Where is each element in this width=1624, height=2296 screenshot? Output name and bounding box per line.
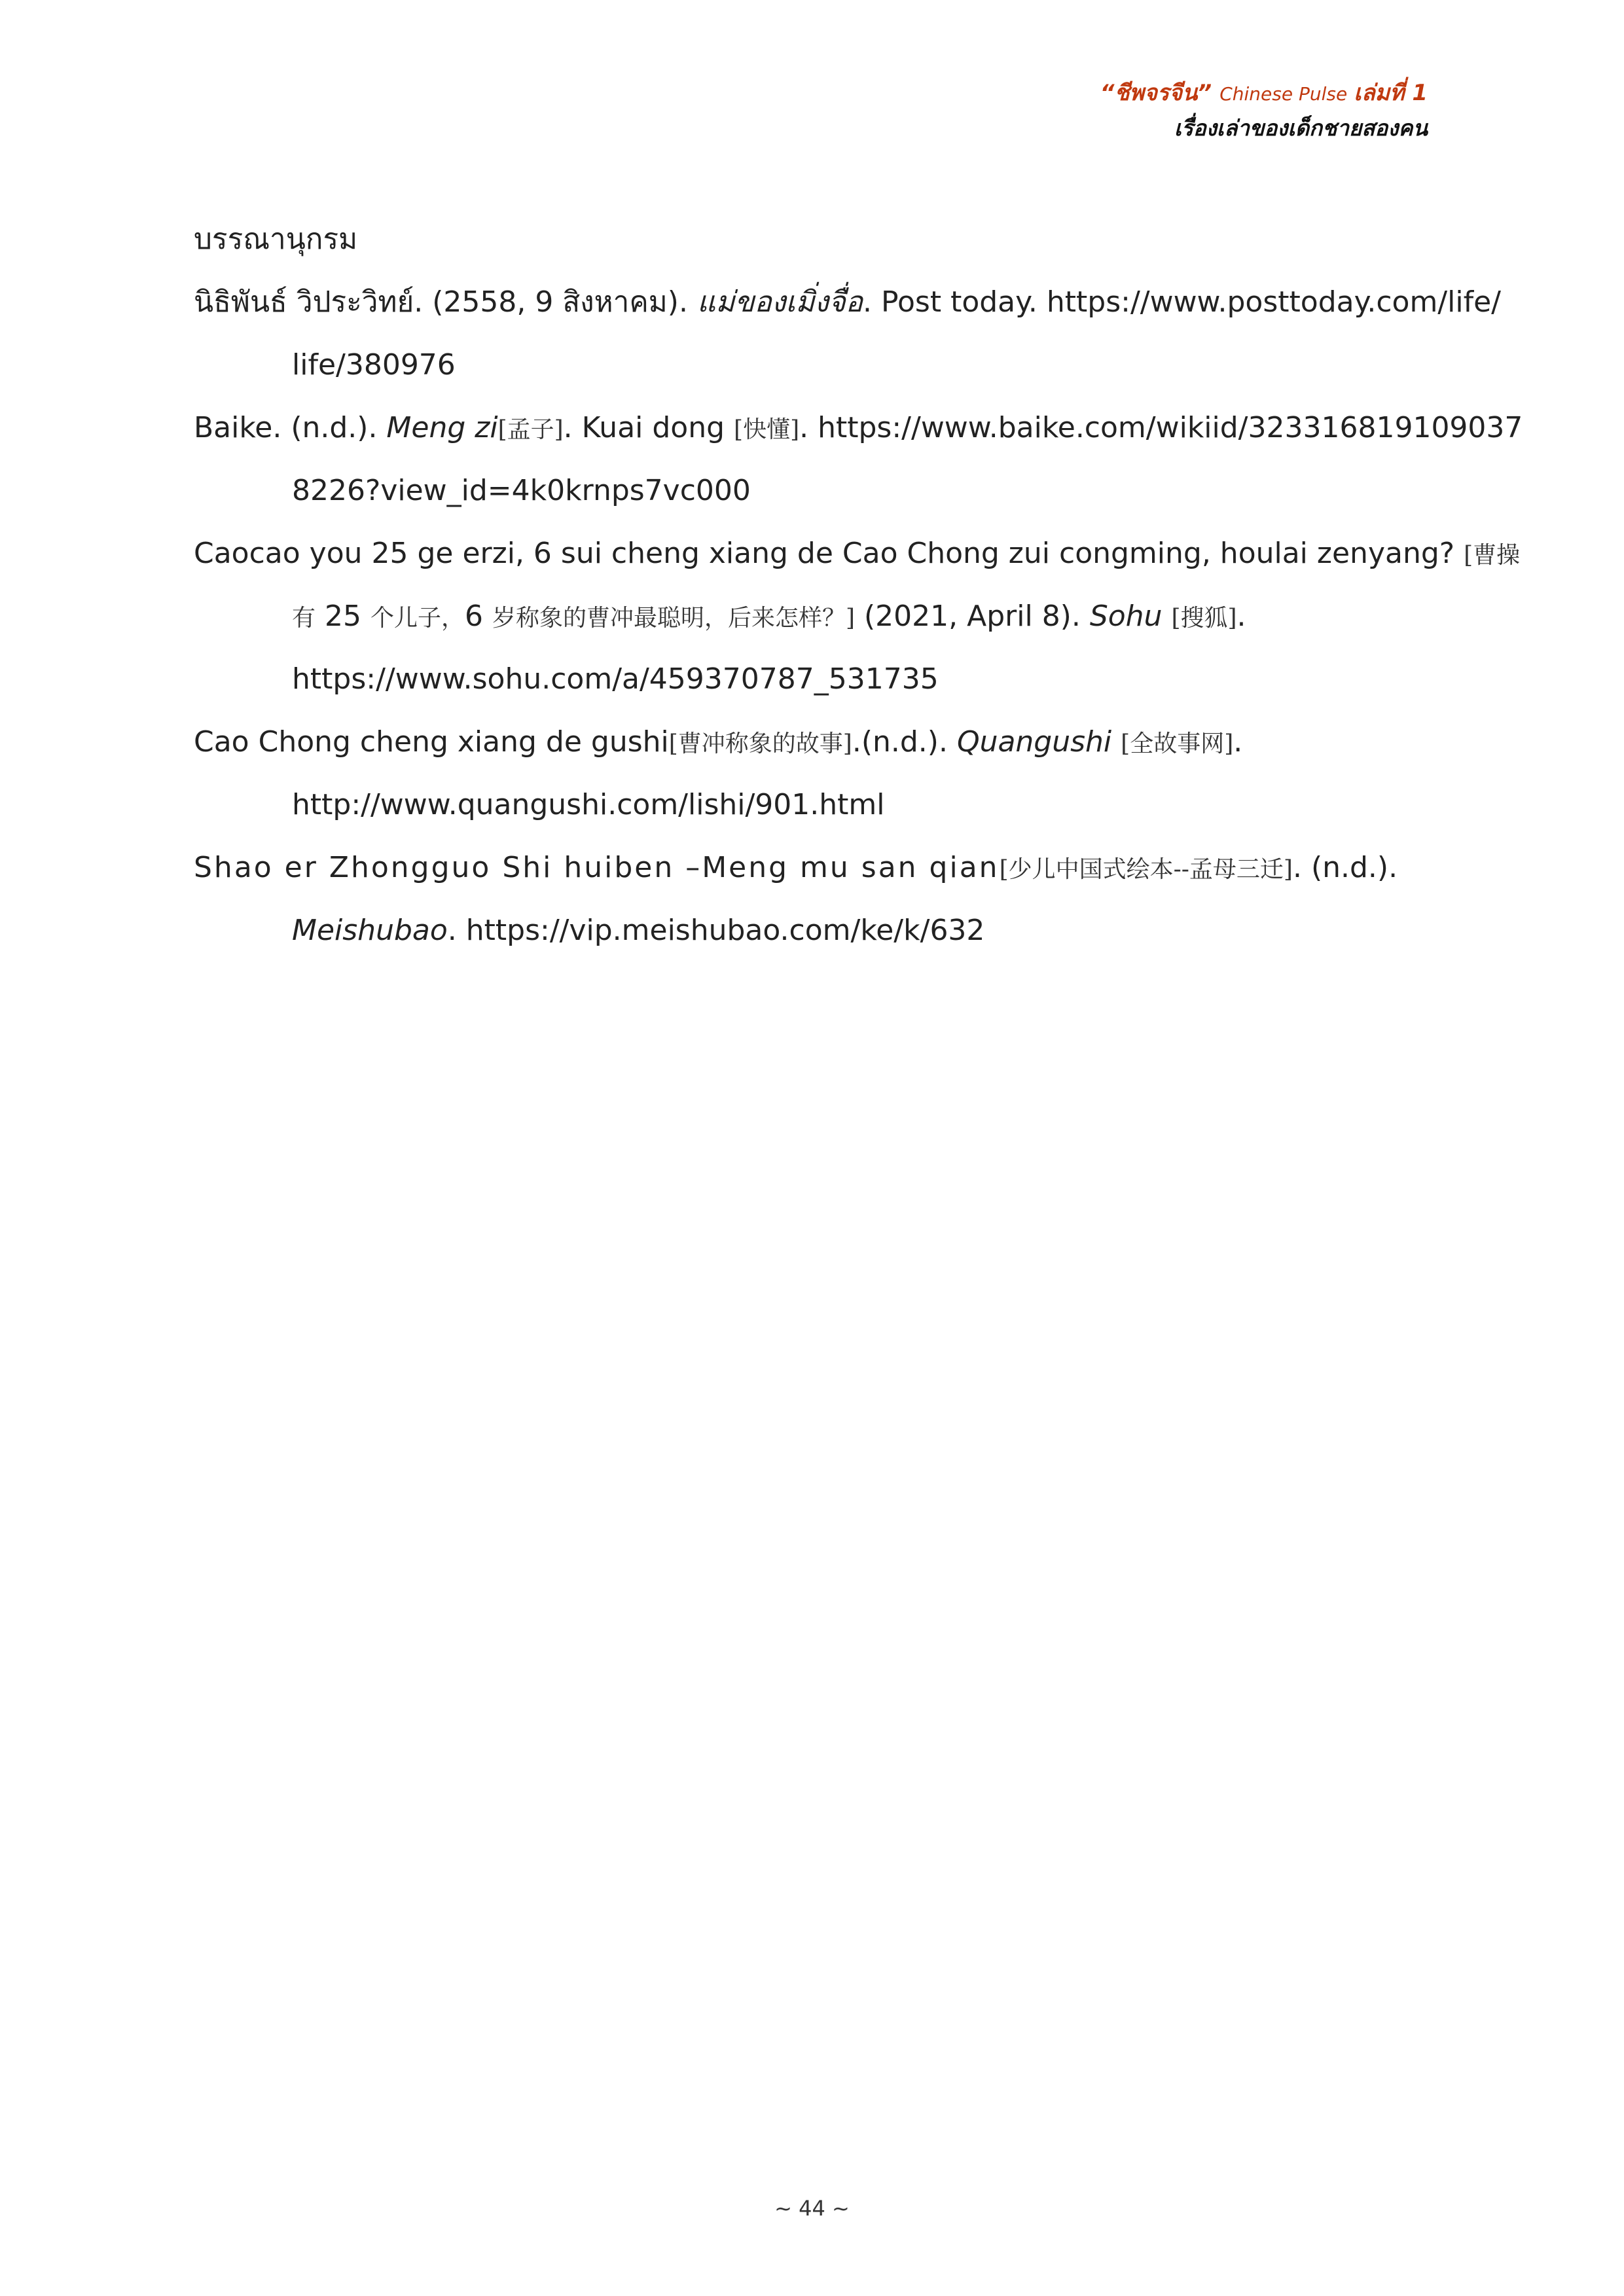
series-title: “ชีพจรจีน” (1100, 80, 1212, 106)
reference-line-continued (194, 459, 1431, 522)
ref-text (1162, 600, 1171, 633)
ref-text: . Kuai dong (563, 411, 734, 444)
running-header (1100, 77, 1428, 147)
ref-chinese-title: 岁称象的曹冲最聪明，后来怎样？] (492, 605, 856, 632)
series-subtitle: Chinese Pulse (1219, 83, 1348, 105)
header-series-line (1100, 77, 1428, 110)
ref-chinese-title: [曹操 (1464, 542, 1521, 569)
ref-url: 8226?view_id=4k0krnps7vc000 (292, 474, 751, 507)
ref-title: แม่ของเมิ่งจื่อ (696, 285, 863, 319)
ref-text: นิธิพันธ์ วิประวิทย์. (2558, 9 สิงหาคม). (194, 285, 697, 319)
reference-line-continued (194, 334, 1431, 397)
reference-line (194, 711, 1431, 774)
ref-text: . (1233, 725, 1243, 759)
reference-line-continued (194, 648, 1431, 711)
ref-chinese-title: 个儿子， (370, 605, 465, 632)
reference-entry (194, 397, 1523, 522)
reference-entry (194, 522, 1521, 711)
reference-line-continued (194, 774, 1431, 836)
book-title: เรื่องเล่าของเด็กชายสองคน (1174, 115, 1428, 141)
ref-text: 25 (316, 600, 370, 633)
reference-entry (194, 711, 1431, 836)
ref-chinese-title: 有 (292, 605, 316, 632)
reference-line-continued (194, 899, 1431, 962)
ref-chinese-publisher: [搜狐] (1171, 605, 1237, 632)
ref-text: . https://www.baike.com/wikiid/323316819109037 (799, 411, 1523, 444)
ref-title: Meng zi (386, 411, 498, 444)
ref-text: . (n.d.). (1292, 851, 1398, 884)
ref-chinese-title: [少儿中国式绘本--孟母三迁] (999, 856, 1293, 883)
ref-chinese-title: [快懂] (734, 416, 800, 443)
ref-text: Caocao you 25 ge erzi, 6 sui cheng xiang de Cao Chong zui congming, houlai zenyang? (194, 537, 1464, 570)
ref-text: (2021, April 8). (855, 600, 1090, 633)
ref-url: http://www.quangushi.com/lishi/901.html (292, 788, 885, 821)
ref-chinese-publisher: [全故事网] (1121, 730, 1234, 757)
ref-text: Baike. (n.d.). (194, 411, 387, 444)
ref-url: https://www.sohu.com/a/459370787_531735 (292, 662, 939, 696)
ref-publisher: Sohu (1089, 600, 1163, 633)
ref-text: Shao er Zhongguo Shi huiben –Meng mu san qian (194, 851, 1000, 884)
ref-publisher: Quangushi (956, 725, 1112, 759)
reference-entry (194, 271, 1501, 397)
ref-url: life/380976 (292, 348, 456, 382)
ref-text: .(n.d.). (852, 725, 957, 759)
reference-line-continued (194, 585, 1431, 648)
ref-url: . https://vip.meishubao.com/ke/k/632 (447, 914, 985, 947)
volume-label: เล่มที่ 1 (1354, 80, 1428, 106)
reference-line (194, 522, 1521, 585)
reference-line (194, 271, 1501, 334)
ref-text: . (1236, 600, 1246, 633)
ref-text: Cao Chong cheng xiang de gushi (194, 725, 669, 759)
bibliography-section (194, 208, 1523, 962)
bibliography-heading: บรรณานุกรม (194, 223, 358, 256)
ref-text: . Post today. https://www.posttoday.com/life/ (863, 285, 1501, 319)
ref-text (1111, 725, 1121, 759)
ref-text: 6 (465, 600, 492, 633)
ref-publisher: Meishubao (292, 914, 448, 947)
reference-line (194, 397, 1523, 459)
ref-chinese-title: [孟子] (497, 416, 564, 443)
page-number: ~ 44 ~ (774, 2196, 850, 2221)
reference-line (194, 836, 1431, 899)
ref-chinese-title: [曹冲称象的故事] (668, 730, 852, 757)
reference-entry (194, 836, 1431, 962)
